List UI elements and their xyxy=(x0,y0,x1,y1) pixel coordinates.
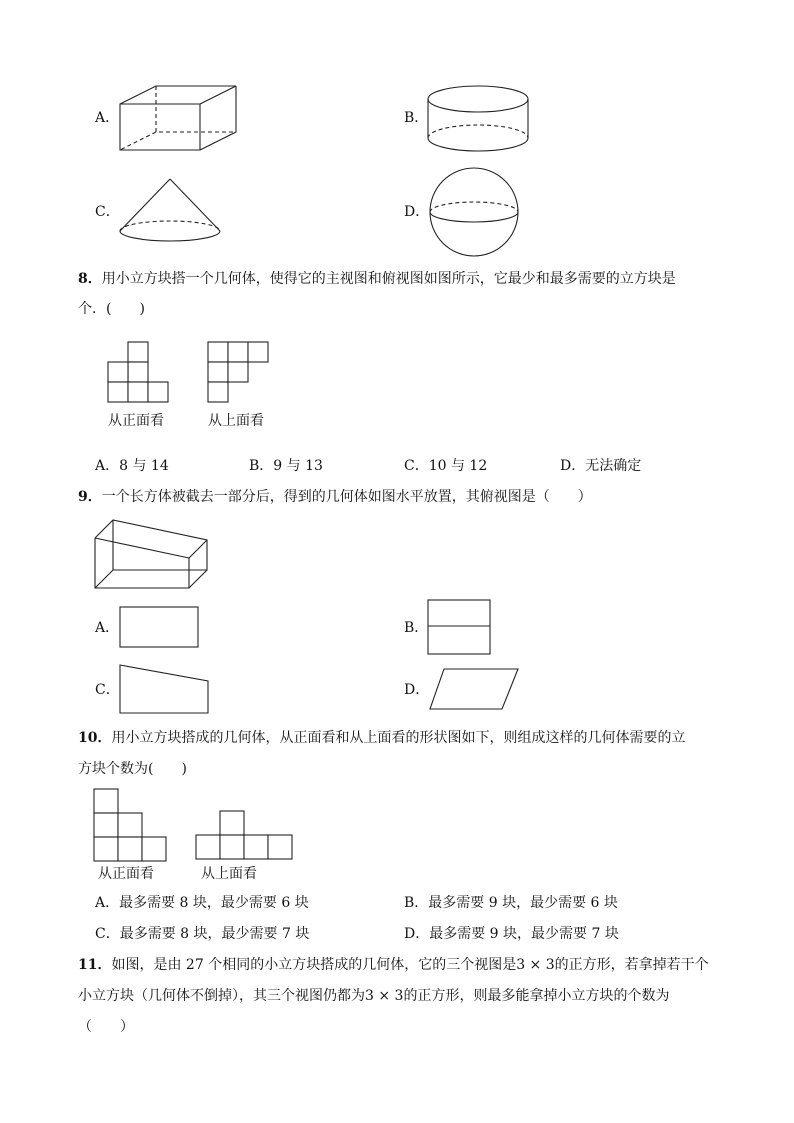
q10-front-view-figure xyxy=(94,789,168,863)
truncated-cuboid-figure xyxy=(93,518,209,590)
q10-option-d: D．最多需要 9 块，最少需要 7 块 xyxy=(404,926,619,942)
sphere-figure xyxy=(428,167,520,257)
q9-stem-text: 一个长方体被截去一部分后，得到的几何体如图水平放置，其俯视图是（ ） xyxy=(101,489,592,505)
q8-top-view-figure xyxy=(208,342,270,404)
q9-option-c-trapezoid xyxy=(118,663,210,715)
q10-option-c: C．最多需要 8 块，最少需要 7 块 xyxy=(95,926,310,942)
q11-stem-line3: （ ） xyxy=(78,1019,134,1035)
q7-option-c-label: C． xyxy=(95,204,120,220)
q11-stem-line2: 小立方块（几何体不倒掉），其三个视图仍都为3 × 3的正方形，则最多能拿掉小立方块的个数为 xyxy=(78,988,670,1004)
q11-stem-text: 如图，是由 27 个相同的小立方块搭成的几何体，它的三个视图是3 × 3的正方形，若拿掉若干个 xyxy=(111,957,709,973)
q11-number: 11． xyxy=(78,957,112,973)
q10-front-caption: 从正面看 xyxy=(98,866,154,882)
q8-top-caption: 从上面看 xyxy=(208,413,264,429)
q8-option-d: D．无法确定 xyxy=(560,458,642,474)
q8-front-view-figure xyxy=(108,342,170,404)
q9-option-d-parallelogram xyxy=(428,667,520,711)
q10-top-caption: 从上面看 xyxy=(201,866,257,882)
q10-stem-text: 用小立方块搭成的几何体，从正面看和从上面看的形状图如下，则组成这样的几何体需要的立 xyxy=(111,730,686,746)
q10-number: 10． xyxy=(78,730,112,746)
q8-option-a: A．8 与 14 xyxy=(95,458,169,474)
q10-option-a: A．最多需要 8 块，最少需要 6 块 xyxy=(95,895,309,911)
q9-option-b-label: B． xyxy=(404,620,429,636)
cuboid-figure xyxy=(118,84,238,152)
q7-option-d-label: D． xyxy=(404,204,430,220)
cone-figure xyxy=(118,177,222,245)
q8-front-caption: 从正面看 xyxy=(108,413,164,429)
q8-option-b: B．9 与 13 xyxy=(249,458,323,474)
q7-option-b-label: B． xyxy=(404,110,429,126)
q11-stem-line1 xyxy=(78,956,709,974)
q10-option-b: B．最多需要 9 块，最少需要 6 块 xyxy=(404,895,618,911)
q9-option-b-split-rectangle xyxy=(426,598,492,656)
q9-number: 9． xyxy=(78,489,102,505)
q10-stem-line1 xyxy=(78,729,685,747)
q10-top-view-figure xyxy=(196,811,294,861)
q8-stem-line2: 个．( ) xyxy=(78,301,145,317)
q8-number: 8． xyxy=(78,271,102,287)
q9-option-a-rectangle xyxy=(118,605,200,649)
q9-option-a-label: A． xyxy=(95,620,120,636)
q9-option-d-label: D． xyxy=(404,682,430,698)
q8-stem-line1 xyxy=(78,270,676,288)
q7-option-a-label: A． xyxy=(95,110,120,126)
q9-stem xyxy=(78,488,592,506)
q9-option-c-label: C． xyxy=(95,682,120,698)
q8-stem-text: 用小立方块搭一个几何体，使得它的主视图和俯视图如图所示，它最少和最多需要的立方块是 xyxy=(101,271,676,287)
cylinder-figure xyxy=(426,84,530,152)
q10-stem-line2: 方块个数为( ) xyxy=(78,761,187,777)
q8-option-c: C．10 与 12 xyxy=(404,458,488,474)
